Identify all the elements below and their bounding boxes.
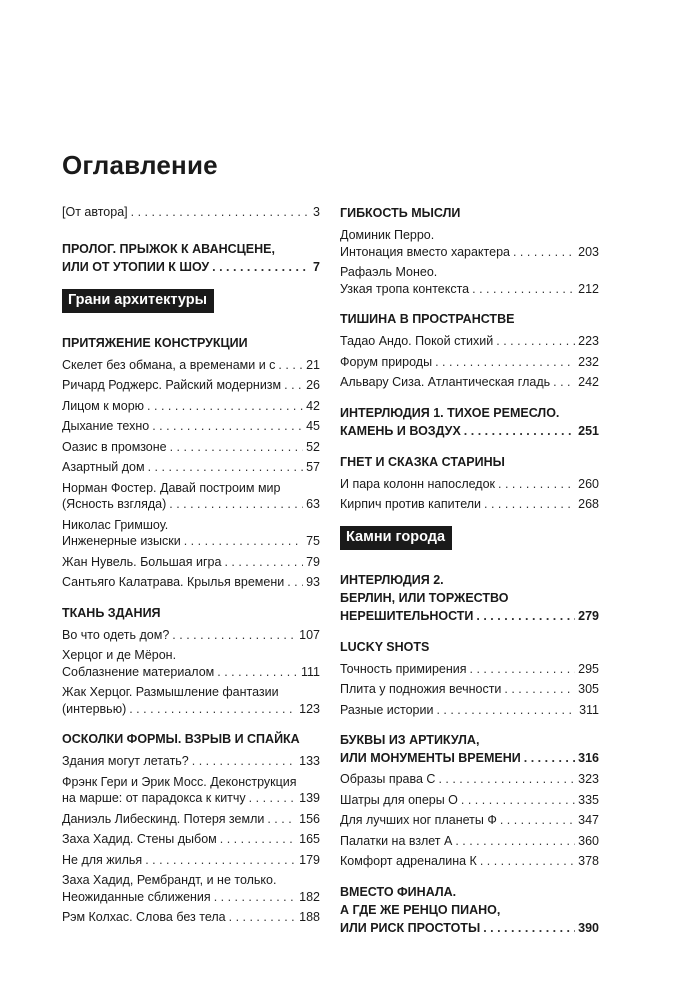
entry-last-line [340,771,599,788]
entry-title-line: Жак Херцог. Размышление фантазии [62,685,279,699]
page-number: 188 [299,910,320,924]
toc-entry[interactable] [62,684,320,717]
entry-title-line: Кирпич против капители [340,497,482,511]
entry-last-line [62,701,320,718]
toc-entry[interactable] [62,647,320,680]
page-number: 26 [306,378,320,392]
leader-dots [131,204,310,221]
entry-last-line [340,792,599,809]
toc-entry[interactable] [340,681,599,698]
toc-group [340,571,599,625]
entry-title-line: Херцог и де Мёрон. [62,648,177,662]
entry-title-line: Узкая тропа контекста [340,281,470,296]
leader-dots [476,607,575,625]
entry-title-line: Здания могут летать? [62,754,189,768]
page-number: 279 [578,608,599,623]
leader-dots [498,476,575,493]
section-heading: ПРИТЯЖЕНИЕ КОНСТРУКЦИИ [62,335,248,350]
page-number: 316 [578,751,599,765]
entry-title-line: Лицом к морю [62,398,145,413]
toc-entry[interactable] [340,354,599,371]
toc-section [62,730,320,926]
leader-dots [145,852,296,869]
leader-dots [217,664,298,681]
entry-title-line: Форум природы [340,354,433,369]
leader-dots [147,398,303,415]
toc-entry[interactable] [340,853,599,870]
toc-entry[interactable] [62,418,320,435]
part-header [340,526,599,558]
toc-section [62,334,320,591]
toc-entry[interactable] [62,852,320,869]
entry-last-line [340,919,599,937]
entry-title-line: А ГДЕ ЖЕ РЕНЦО ПИАНО, [340,902,501,917]
toc-group [340,883,599,937]
toc-section [340,638,599,719]
entry-last-line [340,333,599,350]
entry-last-line [62,627,320,644]
toc-entry[interactable] [340,496,599,513]
leader-dots [287,574,303,591]
leader-dots [455,833,575,850]
page-number: 182 [299,889,320,904]
entry-last-line [62,811,320,828]
entry-last-line [62,664,320,681]
page-number: 165 [299,832,320,846]
entry-last-line [62,790,320,807]
toc-entry[interactable] [340,264,599,297]
toc-entry[interactable] [340,702,599,719]
section-heading: ГНЕТ И СКАЗКА СТАРИНЫ [340,454,505,469]
entry-last-line [62,554,320,571]
section-heading: ОСКОЛКИ ФОРМЫ. ВЗРЫВ И СПАЙКА [62,732,300,746]
section-heading: ТИШИНА В ПРОСТРАНСТВЕ [340,312,515,326]
page-number: 179 [299,852,320,867]
entry-title-line: Жан Нувель. Большая игра [62,554,222,569]
toc-group [62,204,320,221]
toc-entry[interactable] [340,771,599,788]
leader-dots [129,701,296,718]
entry-last-line [340,607,599,625]
toc-entry[interactable] [62,439,320,456]
entry-title-line: (интервью) [62,701,127,716]
entry-title-line: ИНТЕРЛЮДИЯ 1. ТИХОЕ РЕМЕСЛО. [340,405,560,420]
entry-title-line: Во что одеть дом? [62,627,170,642]
entry-last-line [340,749,599,767]
page-number: 378 [578,854,599,868]
leader-dots [148,459,303,476]
entry-last-line [62,377,320,394]
page-number: 7 [313,259,320,274]
page-number: 212 [578,281,599,296]
entry-last-line [340,422,599,440]
entry-last-line [62,533,320,550]
leader-dots [513,244,575,261]
entry-title-line: НЕРЕШИТЕЛЬНОСТИ [340,608,474,623]
entry-title-line: Николас Гримшоу. [62,517,169,532]
toc-entry[interactable] [62,240,320,276]
part-title: Камни города [340,526,452,550]
toc-section [340,453,599,513]
section-heading: ГИБКОСТЬ МЫСЛИ [340,206,461,220]
toc-entry[interactable] [62,909,320,926]
entry-title-line: Неожиданные сближения [62,889,211,904]
toc-section [62,604,320,718]
toc-entry[interactable] [340,227,599,260]
toc-column-left [62,204,320,939]
entry-last-line [62,496,320,513]
entry-title-line: ИЛИ РИСК ПРОСТОТЫ [340,920,481,935]
entry-last-line [62,909,320,926]
entry-title-line: Для лучших ног планеты Ф [340,813,497,827]
leader-dots [435,354,575,371]
entry-title-line: (Ясность взгляда) [62,497,167,511]
leader-dots [220,831,296,848]
leader-dots [524,749,575,767]
entry-last-line [340,853,599,870]
toc-group [340,404,599,440]
toc-entry[interactable] [340,883,599,937]
entry-last-line [62,852,320,869]
toc-entry[interactable] [340,812,599,829]
entry-last-line [62,258,320,276]
leader-dots [504,681,575,698]
leader-dots [553,374,575,391]
leader-dots [472,281,575,298]
page-number: 323 [578,772,599,786]
entry-title-line: Заха Хадид, Рембрандт, и не только. [62,873,277,887]
page-number: 123 [299,701,320,716]
entry-title-line: [От автора] [62,205,128,219]
page-number: 360 [578,833,599,848]
page-number: 45 [306,419,320,433]
toc-entry[interactable] [340,333,599,350]
toc-entry[interactable] [340,833,599,850]
entry-last-line [340,833,599,850]
page-number: 3 [313,205,320,219]
entry-last-line [340,702,599,719]
entry-last-line [62,459,320,476]
page-number: 223 [578,334,599,348]
page-number: 311 [579,702,599,717]
part-title: Грани архитектуры [62,289,214,313]
page-number: 21 [306,357,320,372]
leader-dots [192,753,296,770]
page-number: 242 [578,375,599,389]
leader-dots [480,853,575,870]
leader-dots [170,439,303,456]
page-number: 232 [578,354,599,369]
page-number: 79 [306,554,320,569]
entry-title-line: Плита у подножия вечности [340,682,502,696]
entry-title-line: Сантьяго Калатрава. Крылья времени [62,575,285,589]
leader-dots [500,812,575,829]
entry-title-line: Инженерные изыски [62,534,181,548]
toc-entry[interactable] [62,480,320,513]
page-number: 203 [578,244,599,259]
entry-title-line: Альвару Сиза. Атлантическая гладь [340,375,551,389]
leader-dots [436,702,576,719]
toc-entry[interactable] [340,571,599,625]
leader-dots [278,357,303,374]
entry-title-line: Скелет без обмана, а временами и с [62,357,276,372]
toc-entry[interactable] [62,831,320,848]
entry-title-line: Дыхание техно [62,419,150,433]
entry-last-line [340,244,599,261]
leader-dots [464,422,575,440]
entry-title-line: Ричард Роджерс. Райский модернизм [62,378,282,392]
toc-entry[interactable] [62,811,320,828]
entry-last-line [62,418,320,435]
toc-group [62,240,320,276]
leader-dots [224,554,303,571]
entry-last-line [62,204,320,221]
page-number: 57 [306,460,320,474]
leader-dots [496,333,575,350]
entry-last-line [340,681,599,698]
entry-last-line [340,374,599,391]
toc-entry[interactable] [62,357,320,374]
entry-title-line: КАМЕНЬ И ВОЗДУХ [340,423,461,438]
entry-title-line: Не для жилья [62,852,143,867]
entry-last-line [340,661,599,678]
leader-dots [184,533,303,550]
entry-last-line [340,812,599,829]
entry-last-line [62,398,320,415]
toc-entry[interactable] [62,377,320,394]
toc-entry[interactable] [340,731,599,767]
entry-title-line: Точность примирения [340,661,467,676]
entry-title-line: ИЛИ МОНУМЕНТЫ ВРЕМЕНИ [340,751,521,765]
toc-entry[interactable] [340,404,599,440]
entry-last-line [62,831,320,848]
entry-last-line [340,281,599,298]
page-number: 139 [299,791,320,805]
toc-entry[interactable] [62,398,320,415]
leader-dots [483,919,575,937]
page-number: 42 [306,398,320,413]
toc-section [340,310,599,391]
section-heading: LUCKY SHOTS [340,639,430,654]
leader-dots [461,792,575,809]
page-number: 107 [299,627,320,642]
page-number: 251 [578,423,599,438]
entry-title-line: ИЛИ ОТ УТОПИИ К ШОУ [62,259,210,274]
page-number: 133 [299,754,320,768]
entry-title-line: ПРОЛОГ. ПРЫЖОК К АВАНСЦЕНЕ, [62,241,275,256]
entry-last-line [62,574,320,591]
entry-title-line: Рафаэль Монео. [340,265,438,279]
entry-title-line: Рэм Колхас. Слова без тела [62,910,226,924]
entry-title-line: Фрэнк Гери и Эрик Мосс. Деконструкция [62,774,297,789]
page-number: 63 [306,497,320,511]
section-heading: ТКАНЬ ЗДАНИЯ [62,605,161,620]
leader-dots [152,418,303,435]
entry-title-line: Образы права С [340,772,436,786]
leader-dots [438,771,575,788]
entry-title-line: Доминик Перро. [340,228,435,242]
page-number: 335 [578,792,599,807]
toc-entry[interactable] [62,574,320,591]
leader-dots [249,790,296,807]
entry-title-line: Даниэль Либескинд. Потеря земли [62,811,265,826]
entry-last-line [340,496,599,513]
page-number: 390 [578,920,599,935]
leader-dots [212,258,310,276]
toc-group [340,731,599,870]
toc-entry[interactable] [62,517,320,550]
leader-dots [172,627,296,644]
page-number: 75 [306,534,320,548]
leader-dots [267,811,296,828]
entry-title-line: Тадао Андо. Покой стихий [340,334,494,348]
entry-title-line: Оазис в промзоне [62,439,167,454]
entry-title-line: Заха Хадид. Стены дыбом [62,832,217,846]
page-number: 93 [306,575,320,589]
entry-title-line: ИНТЕРЛЮДИЯ 2. [340,572,444,587]
entry-last-line [62,357,320,374]
toc-entry[interactable] [340,476,599,493]
toc-entry[interactable] [62,459,320,476]
leader-dots [284,377,303,394]
leader-dots [229,909,297,926]
toc-entry[interactable] [62,753,320,770]
toc-column-right [340,204,599,950]
entry-title-line: Норман Фостер. Давай построим мир [62,480,281,495]
toc-entry[interactable] [340,792,599,809]
leader-dots [470,661,576,678]
entry-last-line [62,439,320,456]
leader-dots [169,496,303,513]
page-title: Оглавление [62,150,218,180]
part-header [62,289,320,321]
entry-title-line: Разные истории [340,702,434,717]
leader-dots [214,889,296,906]
page-number: 305 [578,682,599,696]
page-number: 156 [299,811,320,826]
page-number: 260 [578,476,599,491]
entry-title-line: Палатки на взлет А [340,833,453,848]
entry-title-line: БЕРЛИН, ИЛИ ТОРЖЕСТВО [340,590,509,605]
toc-entry[interactable] [62,627,320,644]
entry-title-line: Соблазнение материалом [62,664,215,679]
toc-section [340,204,599,297]
page-number: 268 [578,497,599,511]
entry-title-line: ВМЕСТО ФИНАЛА. [340,884,457,899]
entry-title-line: БУКВЫ ИЗ АРТИКУЛА, [340,733,480,747]
toc-entry[interactable] [62,554,320,571]
page-number: 111 [300,664,320,679]
page-number: 295 [578,661,599,676]
toc-entry[interactable] [62,774,320,807]
page-number: 347 [578,813,599,827]
toc-entry[interactable] [62,204,320,221]
toc-entry[interactable] [340,374,599,391]
entry-title-line: Комфорт адреналина К [340,854,477,868]
entry-last-line [62,889,320,906]
entry-title-line: Шатры для оперы О [340,792,458,807]
leader-dots [484,496,575,513]
toc-entry[interactable] [340,661,599,678]
page-number: 52 [306,439,320,454]
entry-last-line [62,753,320,770]
entry-title-line: на марше: от парадокса к китчу [62,791,246,805]
entry-title-line: Азартный дом [62,460,145,474]
entry-last-line [340,354,599,371]
toc-entry[interactable] [62,872,320,905]
entry-last-line [340,476,599,493]
entry-title-line: И пара колонн напоследок [340,476,496,491]
entry-title-line: Интонация вместо характера [340,244,510,259]
